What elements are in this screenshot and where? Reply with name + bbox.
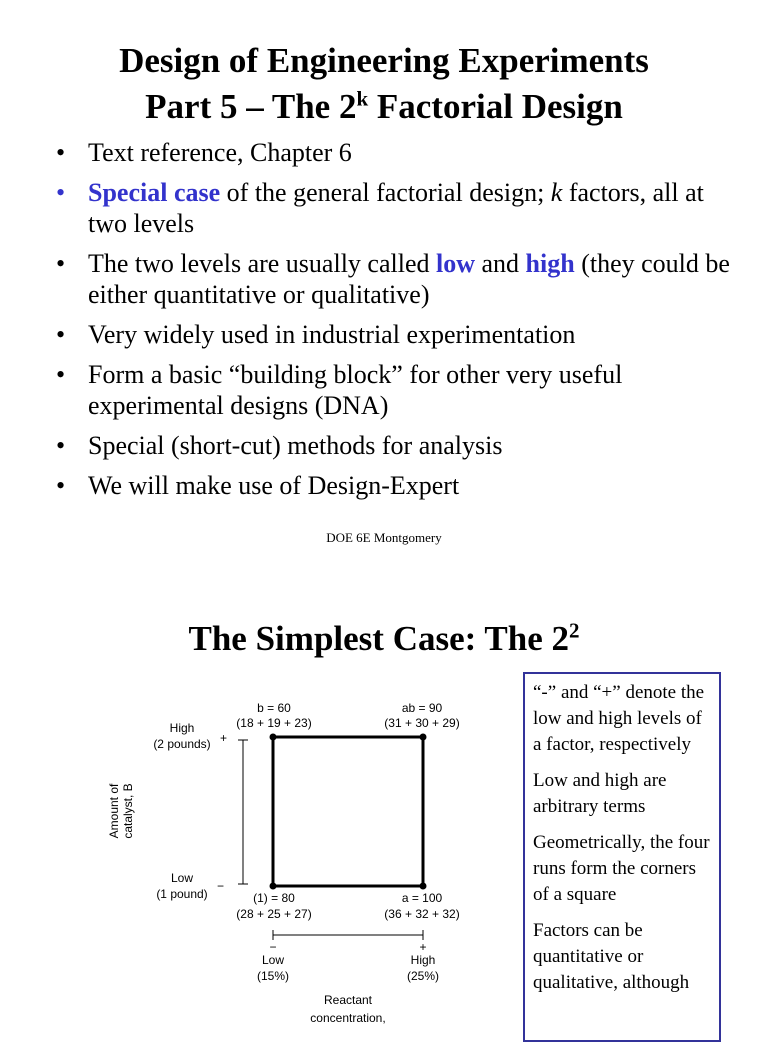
bullet-text: The two levels are usually called	[88, 249, 436, 278]
bullet-item	[56, 470, 746, 501]
note-item: Low and high are arbitrary terms	[533, 770, 667, 817]
x-minus: −	[269, 940, 277, 954]
x-high-label: High	[410, 953, 436, 967]
corner-point-b	[270, 734, 277, 741]
highlight-special-case: Special case	[88, 178, 221, 207]
note-item: Geometrically, the four runs form the corners of a square	[533, 832, 710, 905]
sum-a: (36 + 32 + 32)	[384, 907, 460, 921]
y-plus: +	[220, 731, 228, 745]
label-1: (1) = 80	[253, 891, 295, 905]
bullet-item	[56, 430, 746, 461]
bullet-text: Very widely used in industrial experimentation	[88, 320, 576, 349]
y-minus: −	[217, 879, 225, 893]
bullet-item	[56, 359, 746, 421]
y-high-label: High	[169, 721, 195, 735]
title-part: Part 5 – The 2	[145, 87, 357, 126]
y-high-sub: (2 pounds)	[153, 737, 211, 751]
bullet-list	[56, 137, 746, 510]
sum-ab: (31 + 30 + 29)	[384, 716, 460, 730]
x-high-sub: (25%)	[406, 969, 440, 983]
y-axis-title-line1: Amount of	[107, 783, 121, 839]
bullet-item	[56, 319, 746, 350]
bullet-text: and	[474, 249, 526, 278]
y-low-sub: (1 pound)	[156, 887, 208, 901]
factorial-square-diagram	[90, 690, 520, 1024]
sum-b: (18 + 19 + 23)	[236, 716, 312, 730]
bullet-text: (they could be either quantitative or qualitative)	[88, 249, 730, 309]
x-plus: +	[419, 940, 427, 954]
y-axis-title-line2: catalyst, B	[121, 783, 135, 839]
corner-point-ab	[420, 734, 427, 741]
bullet-item	[56, 248, 746, 310]
notes-box	[523, 672, 721, 1042]
note-item: Factors can be quantitative or qualitative, although	[533, 920, 690, 993]
title-sup: 2	[569, 618, 580, 643]
slide1-title-line1: Design of Engineering Experiments	[119, 41, 649, 80]
x-low-label: Low	[261, 953, 285, 967]
bullet-text: Text reference, Chapter 6	[88, 138, 352, 167]
bullet-item	[56, 177, 746, 239]
slide-footer: DOE 6E Montgomery	[326, 530, 442, 545]
corner-point-1	[270, 883, 277, 890]
corner-point-a	[420, 883, 427, 890]
bullet-text: Form a basic “building block” for other very useful experimental designs (DNA)	[88, 360, 623, 420]
label-b: b = 60	[257, 701, 291, 715]
title-part: The Simplest Case: The 2	[188, 619, 569, 658]
highlight-high: high	[525, 249, 575, 278]
x-low-sub: (15%)	[256, 969, 290, 983]
slide2-title	[0, 616, 768, 662]
x-axis-title-line2: concentration,	[310, 1011, 386, 1024]
title-part: Factorial Design	[368, 87, 623, 126]
label-a: a = 100	[401, 891, 443, 905]
label-ab: ab = 90	[401, 701, 443, 715]
x-axis-title-line1: Reactant	[323, 993, 373, 1007]
sum-1: (28 + 25 + 27)	[236, 907, 312, 921]
bullet-text: factors, all at two levels	[88, 178, 704, 238]
bullet-text: We will make use of Design-Expert	[88, 471, 460, 500]
note-item: “-” and “+” denote the low and high levels of a factor, respectively	[533, 682, 705, 755]
italic-k: k	[550, 178, 563, 207]
bullet-text: of the general factorial design;	[220, 178, 551, 207]
highlight-low: low	[435, 249, 475, 278]
bullet-item	[56, 137, 746, 168]
y-low-label: Low	[170, 871, 194, 885]
title-sup: k	[356, 86, 369, 111]
slide1-title	[0, 38, 768, 130]
slide1-title-line2	[0, 84, 768, 130]
bullet-text: Special (short-cut) methods for analysis	[88, 431, 503, 460]
design-square	[273, 737, 423, 886]
